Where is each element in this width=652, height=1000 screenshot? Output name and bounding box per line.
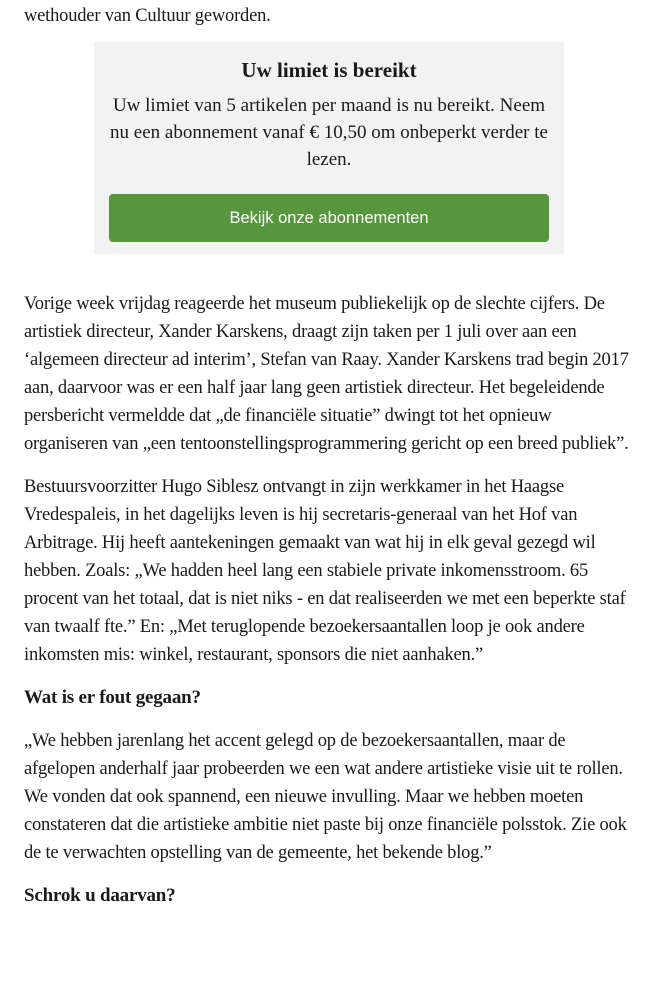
article-paragraph: „We hebben jarenlang het accent gelegd op de bezoekersaantallen, maar de afgelopen anderhalf jaar probeerden we een wat andere artistieke visie uit te rollen. We vonden dat ook spannend, een nieuwe invulling. Maar we hebben moeten constateren dat die artistieke ambitie niet paste bij onze financiële polsstok. Zie ook de te verwachten opstelling van de gemeente, het bekende blog.”	[24, 731, 627, 863]
interview-question-heading: Wat is er fout gegaan?	[24, 687, 201, 708]
paywall-title: Uw limiet is bereikt	[241, 58, 417, 82]
article-paragraph: Vorige week vrijdag reageerde het museum publiekelijk op de slechte cijfers. De artistiek directeur, Xander Karskens, draagt zijn taken per 1 juli over aan een ‘algemeen directeur ad interim’, Stefan van Raay. Xander Karskens trad begin 2017 aan, daarvoor was er een half jaar lang geen artistiek directeur. Het begeleidende persbericht vermeldde dat „de financiële situatie” dwingt tot het opnieuw organiseren van „een tentoonstellingsprogrammering gericht op een breed publiek”.	[24, 294, 629, 454]
interview-question-heading: Schrok u daarvan?	[24, 885, 176, 906]
paywall-message: Uw limiet van 5 artikelen per maand is nu bereikt. Neem nu een abonnement vanaf € 10,50 om onbeperkt verder te lezen.	[110, 95, 548, 170]
paywall-box	[94, 42, 564, 254]
article-paragraph-fragment: wethouder van Cultuur geworden.	[24, 6, 271, 26]
article-paragraph: Bestuursvoorzitter Hugo Siblesz ontvangt in zijn werkkamer in het Haagse Vredespaleis, in het dagelijks leven is hij secretaris-generaal van het Hof van Arbitrage. Hij heeft aantekeningen gemaakt van wat hij in elk geval gezegd wil hebben. Zoals: „We hadden heel lang een stabiele private inkomensstroom. 65 procent van het totaal, dat is niet niks - en dat realiseerden we met een beperkte staf van twaalf fte.” En: „Met teruglopende bezoekersaantallen loop je ook andere inkomsten mis: winkel, restaurant, sponsors die niet aanhaken.”	[24, 477, 626, 665]
view-subscriptions-button[interactable]: Bekijk onze abonnementen	[109, 194, 549, 242]
